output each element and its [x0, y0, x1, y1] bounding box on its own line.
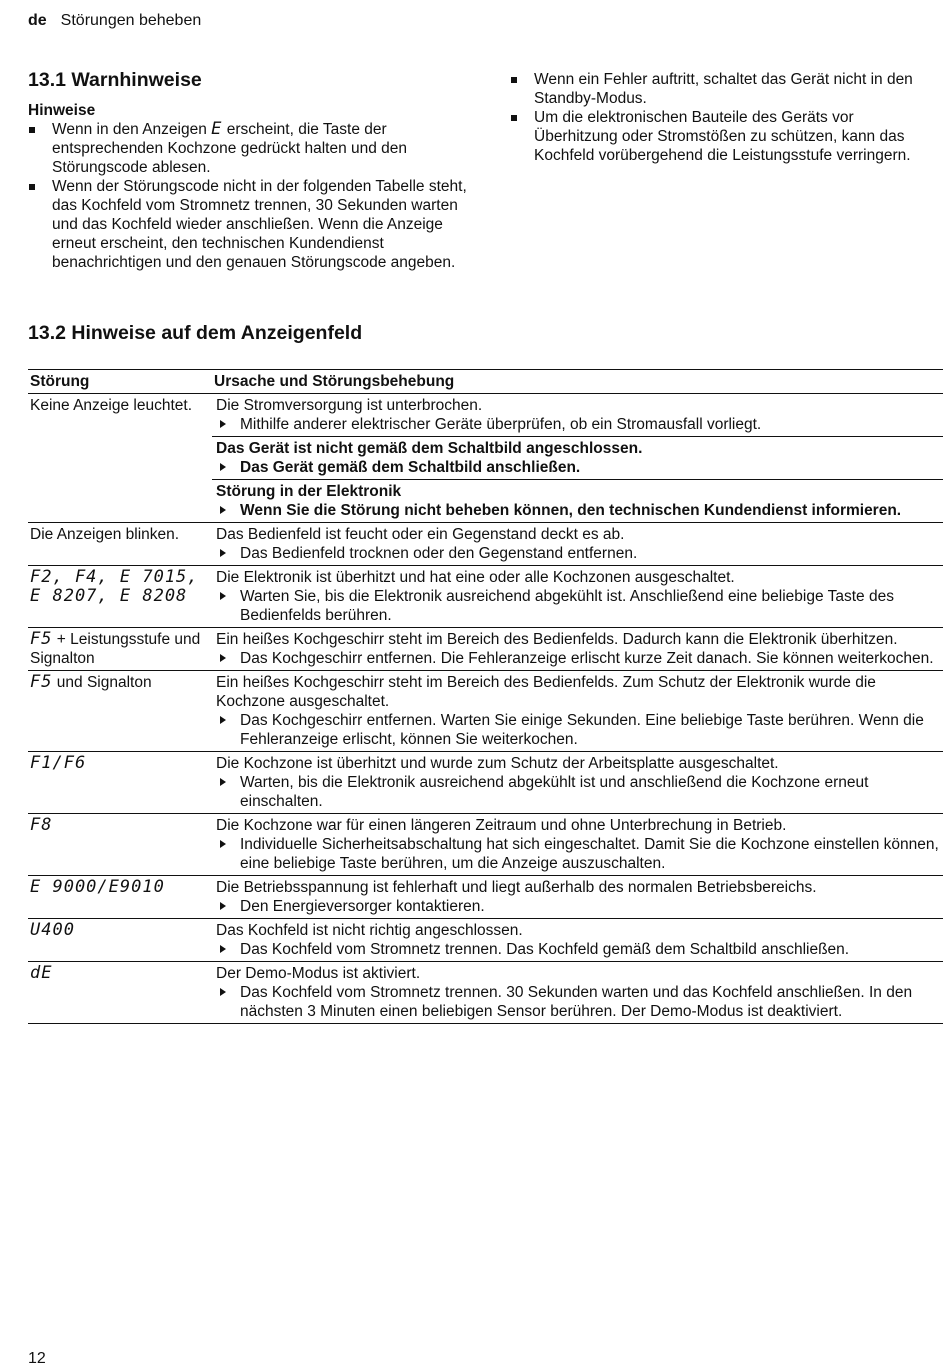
cause-cell: Das Kochfeld ist nicht richtig angeschlossen. Das Kochfeld vom Stromnetz trennen. Das Kochfeld gemäß dem Schaltbild anschließen.: [212, 919, 943, 962]
list-item: Wenn der Störungscode nicht in der folgenden Tabelle steht, das Kochfeld vom Stromnetz trennen, 30 Sekunden warten und das Kochfeld wieder anschließen. Wenn die Anzeige erneut erscheint, den technischen Kundendienst benachrichtigen und den genauen Störungscode angeben.: [28, 177, 468, 272]
cause-cell: Die Betriebsspannung ist fehlerhaft und liegt außerhalb des normalen Betriebsbereichs. Den Energieversorger kontaktieren.: [212, 876, 943, 919]
cause-cell: Die Elektronik ist überhitzt und hat eine oder alle Kochzonen ausgeschaltet. Warten Sie, bis die Elektronik ausreichend abgekühlt ist. Anschließend eine beliebige Taste des Bedienfelds berühren.: [212, 566, 943, 628]
fault-cell: [28, 814, 212, 876]
error-code: U400: [30, 920, 75, 940]
table-row: [28, 814, 943, 876]
fault-cell: [28, 876, 212, 919]
notes-list-right: [510, 70, 930, 165]
error-code: F8: [30, 815, 53, 835]
table-header-row: [28, 370, 943, 394]
table-row: [28, 919, 943, 962]
warnings-section-continued: [510, 70, 930, 165]
table-row: [28, 876, 943, 919]
section-heading-13-2: 13.2 Hinweise auf dem Anzeigenfeld: [28, 322, 363, 344]
action-item: Das Kochgeschirr entfernen. Warten Sie einige Sekunden. Eine beliebige Taste berühren. Wenn die Fehleranzeige erlischt, können Sie weiterkochen.: [216, 711, 941, 749]
cause-cell: Die Kochzone war für einen längeren Zeitraum und ohne Unterbrechung in Betrieb. Individuelle Sicherheitsabschaltung hat sich eingeschaltet. Damit Sie die Kochzone einstellen können, eine beliebige Taste berühren, um die Anzeige auszuschalten.: [212, 814, 943, 876]
cause-cell: Ein heißes Kochgeschirr steht im Bereich des Bedienfelds. Zum Schutz der Elektronik wurde die Kochzone ausgeschaltet. Das Kochgeschirr entfernen. Warten Sie einige Sekunden. Eine beliebige Taste berühren. Wenn die Fehleranzeige erlischt, können Sie weiterkochen.: [212, 671, 943, 752]
page-number: 12: [28, 1350, 46, 1367]
notes-list: [28, 120, 468, 272]
action-item: Individuelle Sicherheitsabschaltung hat sich eingeschaltet. Damit Sie die Kochzone einstellen können, eine beliebige Taste berühren, um die Anzeige auszuschalten.: [216, 835, 941, 873]
cause-cell: Störung in der Elektronik Wenn Sie die Störung nicht beheben können, den technischen Kundendienst informieren.: [212, 480, 943, 523]
action-item: Warten Sie, bis die Elektronik ausreichend abgekühlt ist. Anschließend eine beliebige Taste des Bedienfelds berühren.: [216, 587, 941, 625]
warnings-section: [28, 68, 468, 272]
action-item: Das Gerät gemäß dem Schaltbild anschließen.: [216, 458, 941, 477]
column-header-cause: Ursache und Störungsbehebung: [212, 370, 943, 394]
error-code: dE: [30, 963, 53, 983]
action-item: Warten, bis die Elektronik ausreichend abgekühlt ist und anschließend die Kochzone erneut einschalten.: [216, 773, 941, 811]
error-code: E: [211, 119, 223, 139]
language-code: de: [28, 12, 47, 29]
section-title: Störungen beheben: [60, 12, 202, 29]
table-row: [28, 752, 943, 814]
action-item: Das Kochgeschirr entfernen. Die Fehleranzeige erlischt kurze Zeit danach. Sie können weiterkochen.: [216, 649, 941, 668]
error-code: F5: [30, 629, 53, 649]
fault-table: [28, 369, 943, 1024]
notes-subheading: Hinweise: [28, 102, 96, 119]
table-row: [28, 628, 943, 671]
fault-cell: Die Anzeigen blinken.: [28, 523, 212, 566]
list-item: Um die elektronischen Bauteile des Geräts vor Überhitzung oder Stromstößen zu schützen, kann das Kochfeld vorübergehend die Leistungsstufe verringern.: [510, 108, 930, 165]
cause-cell: Das Bedienfeld ist feucht oder ein Gegenstand deckt es ab. Das Bedienfeld trocknen oder den Gegenstand entfernen.: [212, 523, 943, 566]
action-item: Mithilfe anderer elektrischer Geräte überprüfen, ob ein Stromausfall vorliegt.: [216, 415, 941, 434]
error-code: E 9000/E9010: [30, 877, 165, 897]
action-item: Das Kochfeld vom Stromnetz trennen. Das Kochfeld gemäß dem Schaltbild anschließen.: [216, 940, 941, 959]
table-row: [28, 566, 943, 628]
table-row: [28, 523, 943, 566]
action-item: Den Energieversorger kontaktieren.: [216, 897, 941, 916]
action-item: Das Kochfeld vom Stromnetz trennen. 30 Sekunden warten und das Kochfeld anschließen. In den nächsten 3 Minuten einen beliebigen Sensor berühren. Der Demo-Modus ist deaktiviert.: [216, 983, 941, 1021]
column-header-fault: Störung: [28, 370, 212, 394]
action-item: Wenn Sie die Störung nicht beheben können, den technischen Kundendienst informieren.: [216, 501, 941, 520]
cause-cell: Der Demo-Modus ist aktiviert. Das Kochfeld vom Stromnetz trennen. 30 Sekunden warten und das Kochfeld anschließen. In den nächsten 3 Minuten einen beliebigen Sensor berühren. Der Demo-Modus ist deaktiviert.: [212, 962, 943, 1024]
fault-cell: F5 und Signalton: [28, 671, 212, 752]
action-item: Das Bedienfeld trocknen oder den Gegenstand entfernen.: [216, 544, 941, 563]
fault-cell: Keine Anzeige leuchtet.: [28, 394, 212, 523]
list-item: Wenn ein Fehler auftritt, schaltet das Gerät nicht in den Standby-Modus.: [510, 70, 930, 108]
cause-cell: Das Gerät ist nicht gemäß dem Schaltbild angeschlossen. Das Gerät gemäß dem Schaltbild anschließen.: [212, 437, 943, 480]
table-row: [28, 671, 943, 752]
fault-cell: [28, 962, 212, 1024]
fault-cell: [28, 566, 212, 628]
fault-cell: [28, 752, 212, 814]
section-heading-13-1: 13.1 Warnhinweise: [28, 69, 202, 91]
table-row: [28, 962, 943, 1024]
error-code: F2, F4, E 7015, E 8207, E 8208: [30, 567, 199, 606]
page-header: [28, 11, 201, 30]
cause-cell: Die Stromversorgung ist unterbrochen. Mithilfe anderer elektrischer Geräte überprüfen, ob ein Stromausfall vorliegt.: [212, 394, 943, 437]
error-code: F5: [30, 672, 53, 692]
cause-cell: Ein heißes Kochgeschirr steht im Bereich des Bedienfelds. Dadurch kann die Elektronik überhitzen. Das Kochgeschirr entfernen. Die Fehleranzeige erlischt kurze Zeit danach. Sie können weiterkochen.: [212, 628, 943, 671]
cause-cell: Die Kochzone ist überhitzt und wurde zum Schutz der Arbeitsplatte ausgeschaltet. Warten, bis die Elektronik ausreichend abgekühlt ist und anschließend die Kochzone erneut einschalten.: [212, 752, 943, 814]
error-code: F1/F6: [30, 753, 87, 773]
table-row: [28, 394, 943, 437]
list-item: Wenn in den Anzeigen E erscheint, die Taste der entsprechenden Kochzone gedrückt halten und den Störungscode ablesen.: [28, 120, 468, 177]
fault-cell: F5 + Leistungsstufe und Signalton: [28, 628, 212, 671]
fault-cell: [28, 919, 212, 962]
